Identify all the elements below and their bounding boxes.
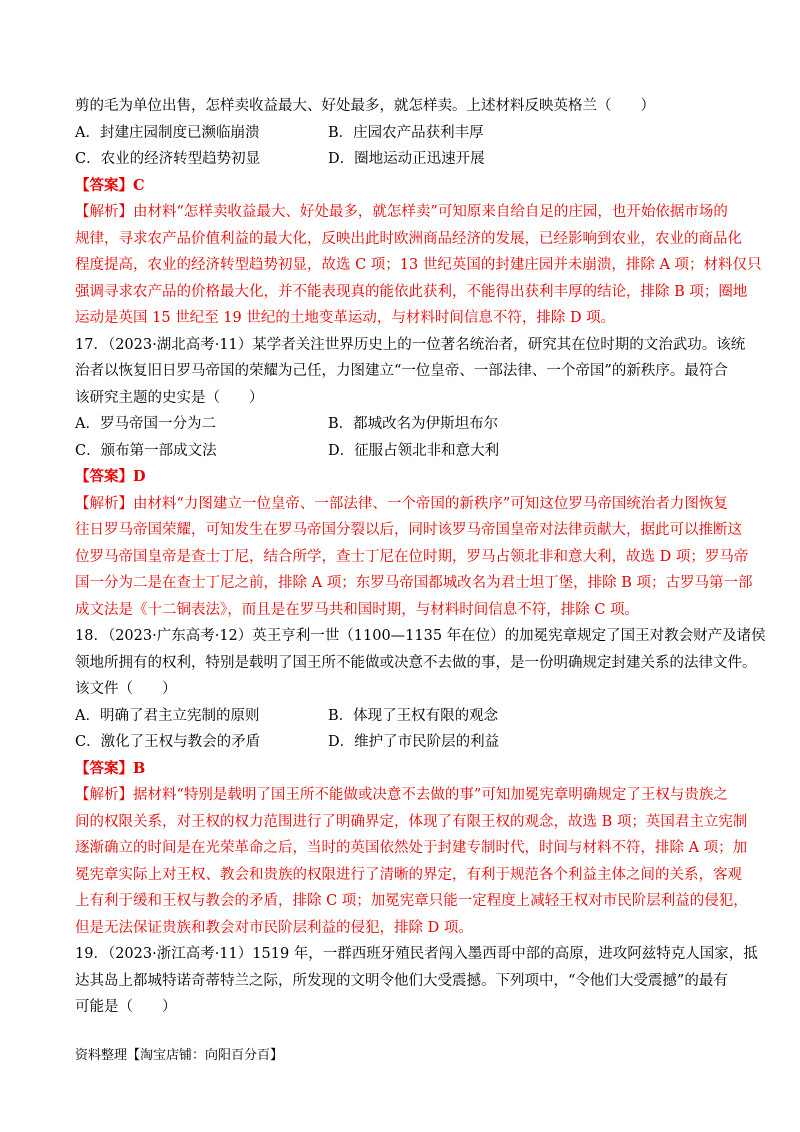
question-17-stem-line: 该研究主题的史实是（ ） (75, 389, 264, 406)
analysis-line: 冕宪章实际上对王权、教会和贵族的权限进行了清晰的界定，有利于规范各个利益主体之间的关系，客观 (75, 866, 742, 883)
analysis-line: 位罗马帝国皇帝是查士丁尼，结合所学，查士丁尼在位时期，罗马占领北非和意大利，故选 D 项；罗马帝 (75, 548, 749, 565)
analysis-line: 规律，寻求农产品价值利益的最大化，反映出此时欧洲商品经济的发展，已经影响到农业，农业的商品化 (75, 230, 742, 247)
analysis-line: 【解析】由材料“怎样卖收益最大、好处最多，就怎样卖”可知原来自给自足的庄园，也开始依据市场的 (75, 204, 728, 220)
question-16-options-row-1 (75, 120, 727, 147)
page-content (75, 93, 766, 1021)
question-19-stem-line: 19．（2023·浙江高考·11）1519 年，一群西班牙殖民者闯入墨西哥中部的高原，进攻阿兹特克人国家，抵 (75, 946, 758, 962)
analysis-line: 国一分为二是在查士丁尼之前，排除 A 项；东罗马帝国都城改名为君士坦丁堡，排除 B 项；古罗马第一部 (75, 575, 753, 591)
analysis-line: 往日罗马帝国荣耀，可知发生在罗马帝国分裂以后，同时该罗马帝国皇帝对法律贡献大，据此可以推断这 (75, 522, 742, 538)
question-16-options-row-2 (75, 146, 727, 173)
question-19-stem-line: 可能是（ ） (75, 999, 177, 1015)
question-16-stem: 剪的毛为单位出售，怎样卖收益最大、好处最多，就怎样卖。上述材料反映英格兰（ ） (75, 98, 655, 114)
analysis-line: 强调寻求农产品的价格最大化，并不能表现真的能依此获利，不能得出获利丰厚的结论，排除 B 项；圈地 (75, 283, 748, 300)
question-17-answer: 【答案】D (75, 468, 146, 485)
option-c: C．颁布第一部成文法 (75, 442, 217, 459)
question-19-stem-line: 达其岛上都城特诺奇蒂特兰之际，所发现的文明令他们大受震撼。下列项中，“令他们大受震撼”的最有 (75, 972, 728, 989)
option-c: C．农业的经济转型趋势初显 (75, 151, 261, 167)
option-a: A．明确了君主立宪制的原则 (75, 707, 260, 724)
question-17 (75, 332, 753, 624)
question-17-analysis (75, 491, 753, 624)
analysis-line: 成文法是《十二铜表法》，而且是在罗马共和国时期，与材料时间信息不符，排除 C 项。 (75, 601, 640, 618)
analysis-line: 但是无法保证贵族和教会对市民阶层利益的侵犯，排除 D 项。 (75, 919, 473, 936)
option-b: B．体现了王权有限的观念 (328, 707, 499, 724)
analysis-line: 【解析】由材料“力图建立一位皇帝、一部法律、一个帝国的新秩序”可知这位罗马帝国统治者力图恢复 (75, 495, 728, 512)
question-16-answer: 【答案】C (75, 176, 145, 194)
question-17-options-row-1 (75, 411, 727, 438)
option-b: B．庄园农产品获利丰厚 (328, 124, 484, 141)
question-18-answer: 【答案】B (75, 759, 146, 777)
question-18-options-row-2 (75, 729, 727, 756)
analysis-line: 程度提高，农业的经济转型趋势初显，故选 C 项；13 世纪英国的封建庄园并未崩溃，排除 A 项；材料仅只 (75, 257, 762, 273)
option-c: C．激化了王权与教会的矛盾 (75, 734, 261, 750)
analysis-line: 逐渐确立的时间是在光荣革命之后，当时的英国依然处于封建专制时代，时间与材料不符，排除 A 项；加 (75, 840, 748, 856)
option-a: A．罗马帝国一分为二 (75, 416, 216, 432)
page-footer: 资料整理【淘宝店铺：向阳百分百】 (75, 1048, 284, 1063)
option-d: D．征服占领北非和意大利 (328, 442, 500, 459)
question-16-analysis (75, 199, 762, 332)
analysis-line: 上有利于缓和王权与教会的矛盾，排除 C 项；加冕宪章只能一定程度上减轻王权对市民阶层利益的侵犯， (75, 893, 748, 909)
option-d: D．维护了市民阶层的利益 (328, 734, 500, 750)
option-b: B．都城改名为伊斯坦布尔 (328, 416, 499, 432)
question-18-stem-line: 该文件（ ） (75, 681, 177, 697)
analysis-line: 运动是英国 15 世纪至 19 世纪的土地变革运动，与材料时间信息不符，排除 D 项。 (75, 310, 616, 326)
question-18-analysis (75, 782, 748, 941)
analysis-line: 间的权限关系，对王权的权力范围进行了明确界定，体现了有限王权的观念，故选 B 项；英国君主立宪制 (75, 813, 748, 830)
question-17-stem-line: 治者以恢复旧日罗马帝国的荣耀为己任，力图建立“一位皇帝、一部法律、一个帝国”的新秩序。最符合 (75, 363, 728, 379)
question-16 (75, 93, 762, 332)
option-a: A．封建庄园制度已濒临崩溃 (75, 124, 260, 141)
option-d: D．圈地运动正迅速开展 (328, 151, 485, 167)
analysis-line: 【解析】据材料“特别是载明了国王所不能做或决意不去做的事”可知加冕宪章明确规定了王权与贵族之 (75, 787, 728, 803)
question-18-options-row-1 (75, 703, 727, 730)
question-19 (75, 941, 758, 1021)
question-18-stem-line: 18．（2023·广东高考·12）英王亨利一世（1100—1135 年在位）的加冕宪章规定了国王对教会财产及诸侯 (75, 628, 766, 644)
question-18 (75, 623, 766, 941)
question-18-stem-line: 领地所拥有的权利，特别是载明了国王所不能做或决意不去做的事，是一份明确规定封建关系的法律文件。 (75, 654, 757, 671)
question-17-stem-line: 17．（2023·湖北高考·11）某学者关注世界历史上的一位著名统治者，研究其在位时期的文治武功。该统 (75, 336, 746, 353)
question-17-options-row-2 (75, 438, 727, 465)
